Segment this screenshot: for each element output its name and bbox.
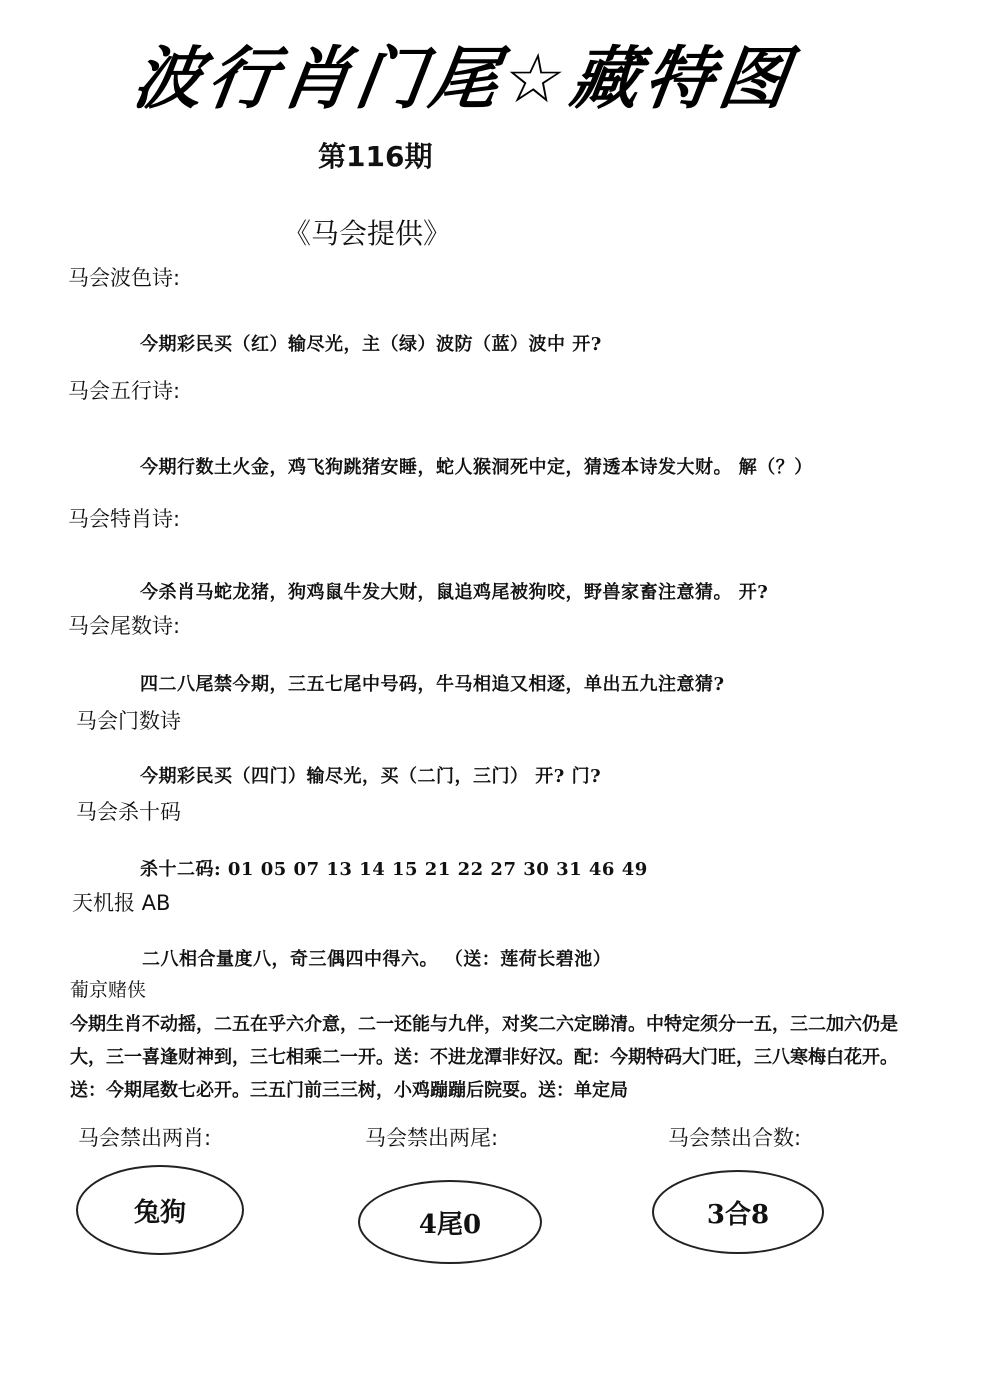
ban-tail-label: 马会禁出两尾: bbox=[365, 1126, 499, 1150]
section-heading-special-zodiac: 马会特肖诗: bbox=[68, 507, 181, 531]
ban-sum-label: 马会禁出合数: bbox=[668, 1126, 802, 1150]
section-text-kill-ten: 杀十二码: 01 05 07 13 14 15 21 22 27 30 31 46 49 bbox=[140, 859, 648, 880]
section-text-tianji: 二八相合量度八，奇三偶四中得六。 （送：莲荷长碧池） bbox=[142, 949, 612, 970]
section-text-five-elements: 今期行数土火金，鸡飞狗跳猪安睡，蛇人猴洞死中定，猜透本诗发大财。 解（？） bbox=[140, 457, 813, 478]
provider-label: 《马会提供》 bbox=[283, 217, 452, 250]
section-heading-gate-number: 马会门数诗 bbox=[76, 709, 181, 733]
section-heading-tianji: 天机报 AB bbox=[72, 891, 171, 915]
section-heading-tail-number: 马会尾数诗: bbox=[68, 614, 181, 638]
ban-tail-value: 4尾0 bbox=[358, 1180, 542, 1264]
section-heading-five-elements: 马会五行诗: bbox=[68, 379, 181, 403]
ban-zodiac-value: 兔狗 bbox=[76, 1165, 244, 1255]
issue-number: 第116期 bbox=[318, 140, 433, 173]
gamble-paragraph: 今期生肖不动摇，二五在乎六介意，二一还能与九伴，对奖二六定睇清。中特定须分一五，三二加六仍是大，三一喜逢财神到，三七相乘二一开。送：不进龙潭非好汉。配：今期特码大门旺，三八寒梅白花开。送：今期尾数七必开。三五门前三三树，小鸡蹦蹦后院耍。送：单定局 bbox=[70, 1014, 898, 1101]
section-text-gate-number: 今期彩民买（四门）输尽光，买（二门，三门） 开? 门? bbox=[140, 766, 602, 787]
gamble-heading: 葡京赌侠 bbox=[70, 979, 147, 1001]
section-text-special-zodiac: 今杀肖马蛇龙猪，狗鸡鼠牛发大财，鼠追鸡尾被狗咬，野兽家畜注意猜。 开? bbox=[140, 582, 769, 603]
section-heading-kill-ten: 马会杀十码 bbox=[76, 800, 181, 824]
page-title: 波行肖门尾☆藏特图 bbox=[128, 40, 799, 119]
ban-zodiac-label: 马会禁出两肖: bbox=[78, 1126, 212, 1150]
ban-sum-value: 3合8 bbox=[652, 1170, 824, 1254]
section-text-wave-color: 今期彩民买（红）输尽光，主（绿）波防（蓝）波中 开? bbox=[140, 334, 602, 355]
section-heading-wave-color: 马会波色诗: bbox=[68, 266, 181, 290]
section-text-tail-number: 四二八尾禁今期，三五七尾中号码，牛马相追又相逐，单出五九注意猜? bbox=[140, 674, 725, 695]
